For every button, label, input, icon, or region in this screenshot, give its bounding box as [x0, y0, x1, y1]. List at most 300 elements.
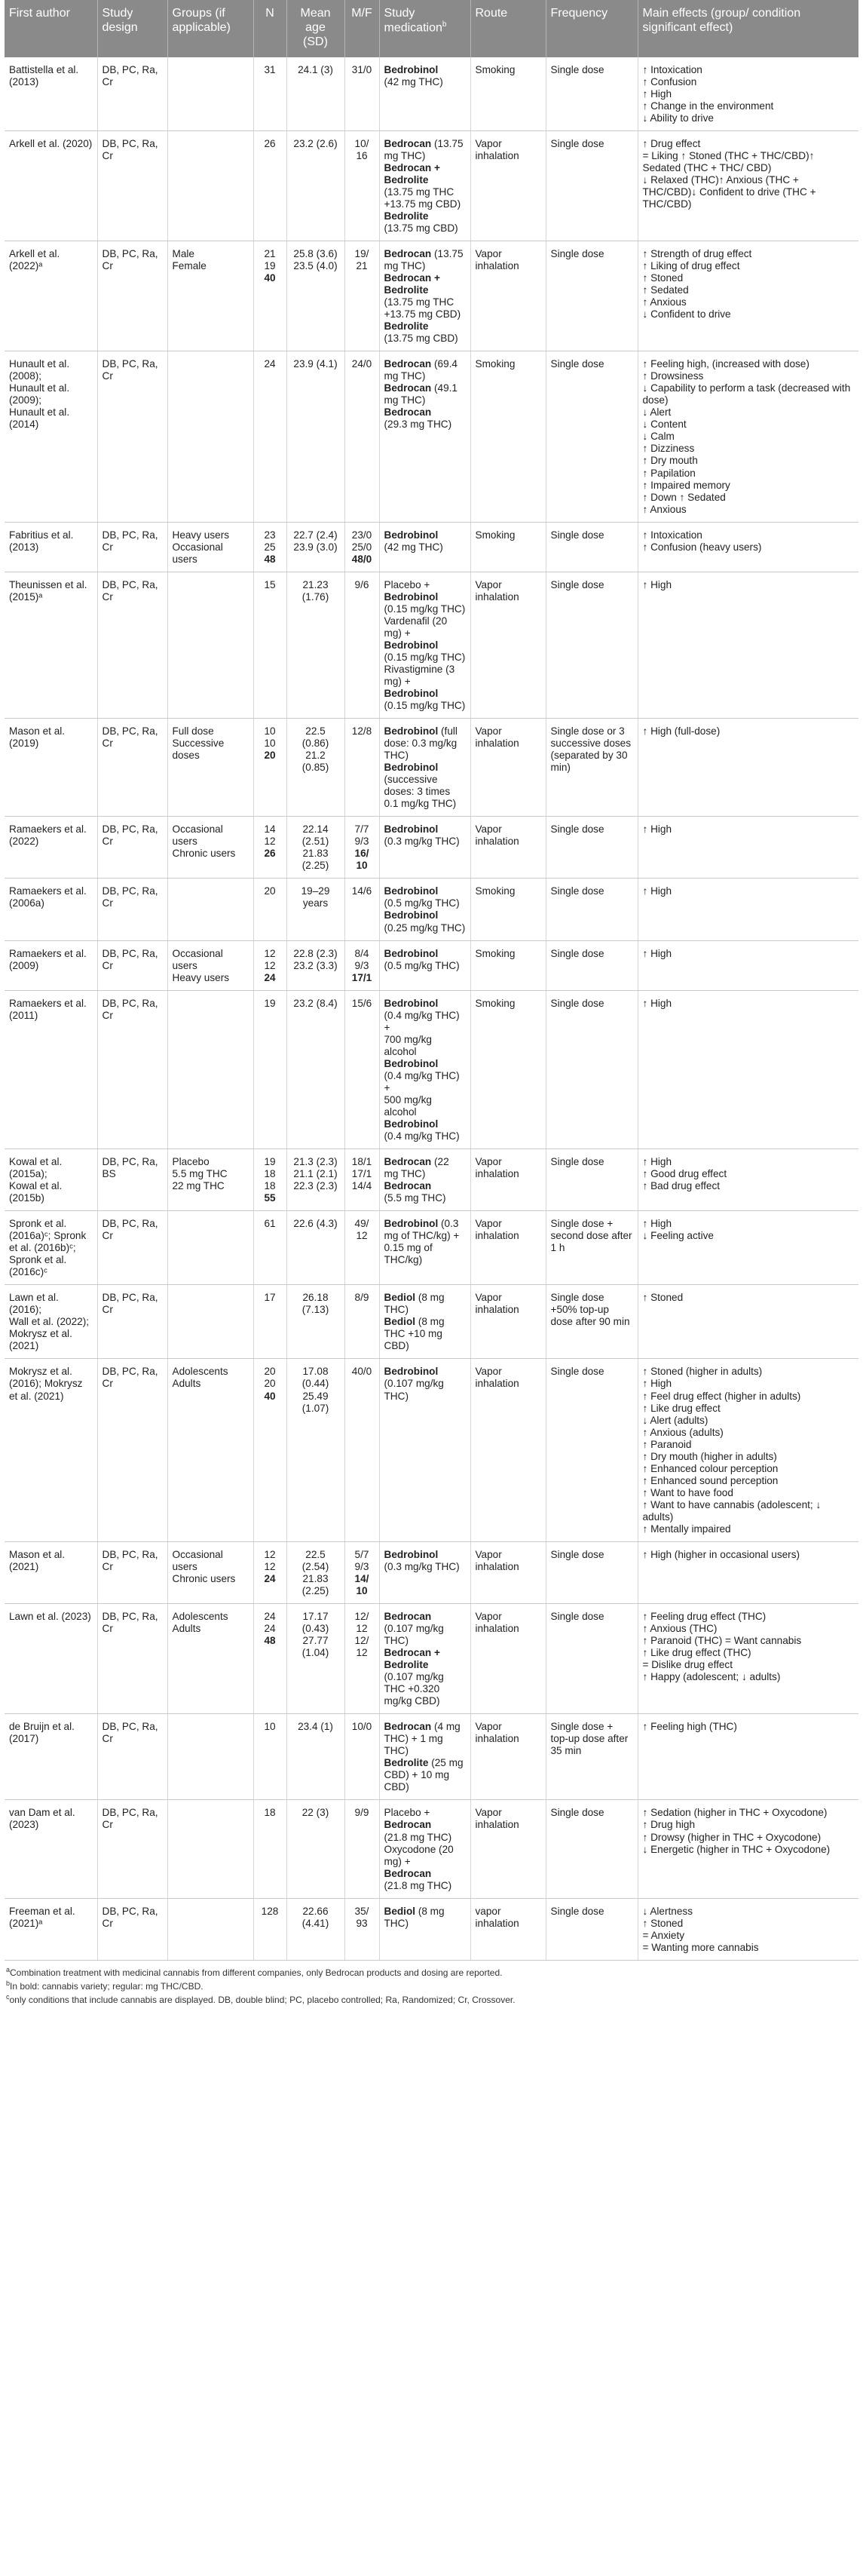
n-cell: [253, 1800, 286, 1898]
age-cell: [286, 1359, 344, 1541]
footnote-text: only conditions that include cannabis are displayed. DB, double blind; PC, placebo controlled; Ra, Randomized; Cr, Crossover.: [9, 1995, 516, 2006]
cannabis-variety: Bedrocan: [384, 1156, 432, 1167]
effects-text: ↑ Happy (adolescent; ↓ adults): [642, 1671, 781, 1683]
design-text: DB, PC, Ra, BS: [102, 1156, 158, 1180]
dose-text: (0.4 mg/kg THC) +: [384, 1009, 460, 1033]
route-text: Vapor inhalation: [475, 1156, 519, 1180]
cannabis-variety: Bedrobinol: [384, 997, 439, 1009]
table-row: [5, 719, 858, 817]
n-text: 23: [264, 529, 276, 541]
n-text: 20: [264, 1366, 276, 1378]
medication-cell: [379, 130, 470, 241]
medication-cell: [379, 940, 470, 990]
age-cell: [286, 990, 344, 1148]
medication-line: [384, 406, 466, 419]
effects-text: ↑ Sedation (higher in THC + Oxycodone): [642, 1807, 828, 1819]
medication-line: [384, 960, 466, 972]
dose-text: (5.5 mg THC): [384, 1192, 446, 1204]
frequency-text: Single dose + second dose after 1 h: [550, 1218, 632, 1254]
author-cell: [5, 57, 97, 131]
medication-line: [384, 1366, 466, 1378]
groups-cell: [167, 522, 253, 572]
groups-cell: [167, 351, 253, 522]
design-cell: [97, 817, 167, 879]
frequency-cell: [546, 57, 638, 131]
table-header: [5, 0, 858, 57]
groups-cell: [167, 57, 253, 131]
cannabis-variety: Bedrobinol: [384, 1118, 439, 1130]
dose-text: (0.5 mg/kg THC): [384, 959, 460, 971]
frequency-cell: [546, 351, 638, 522]
author-cell: [5, 1211, 97, 1285]
table-row: [5, 241, 858, 351]
mf-text: 21: [356, 260, 368, 271]
table-row: [5, 130, 858, 241]
effects-text: ↑ Strength of drug effect: [642, 247, 752, 259]
effects-cell: [638, 241, 858, 351]
age-text: 22 (3): [301, 1807, 329, 1819]
frequency-cell: [546, 1714, 638, 1800]
effects-text: ↑ High: [642, 823, 672, 836]
design-text: DB, PC, Ra, Cr: [102, 578, 158, 603]
groups-text: Heavy users: [172, 529, 230, 541]
route-text: Vapor inhalation: [475, 1611, 519, 1635]
cannabis-variety: Bedrocan + Bedrolite: [384, 1647, 440, 1671]
effects-text: ↑ Dry mouth: [642, 455, 698, 467]
design-cell: [97, 990, 167, 1148]
medication-line: [384, 529, 466, 541]
effects-cell: [638, 1359, 858, 1541]
groups-text: Occasional users: [172, 947, 223, 971]
route-text: Vapor inhalation: [475, 823, 519, 848]
n-text: 26: [264, 137, 276, 149]
dose-text: Placebo +: [384, 1807, 430, 1819]
effects-text: ↓ Capability to perform a task (decreased with dose): [642, 382, 851, 406]
cannabis-variety: Bedrobinol: [384, 590, 439, 603]
medication-line: [384, 1192, 466, 1204]
design-cell: [97, 1149, 167, 1211]
mf-text: 12: [356, 1230, 368, 1242]
age-text: 17.17 (0.43): [301, 1611, 329, 1635]
cannabis-variety: Bedrocan: [384, 247, 432, 259]
mf-cell: [344, 130, 379, 241]
medication-line: [384, 909, 466, 922]
age-text: 19–29 years: [301, 885, 330, 909]
mf-text: 9/3: [354, 959, 369, 971]
route-cell: [470, 1149, 546, 1211]
mf-text: 9/3: [354, 836, 369, 848]
effects-cell: [638, 1800, 858, 1898]
medication-line: [384, 1130, 466, 1142]
groups-text: Occasional users: [172, 1548, 223, 1572]
effects-text: ↑ Anxious: [642, 296, 687, 308]
age-text: 22.6 (4.3): [293, 1218, 338, 1230]
medication-line: [384, 762, 466, 774]
mf-cell: [344, 522, 379, 572]
medication-cell: [379, 990, 470, 1148]
cannabis-variety: Bedrobinol: [384, 947, 439, 959]
medication-line: [384, 320, 466, 333]
n-text: 24: [264, 358, 276, 370]
medication-line: [384, 358, 466, 382]
effects-text: ↑ Want to have cannabis (adolescent; ↓ adults): [642, 1498, 822, 1523]
medication-cell: [379, 522, 470, 572]
design-text: DB, PC, Ra, Cr: [102, 725, 158, 750]
dose-text: (8 mg THC +10 mg CBD): [384, 1316, 445, 1352]
age-text: 22.14 (2.51): [301, 823, 329, 848]
design-cell: [97, 130, 167, 241]
effects-text: ↑ Papilation: [642, 467, 696, 479]
frequency-text: Single dose: [550, 885, 604, 897]
route-text: Vapor inhalation: [475, 1218, 519, 1242]
mf-cell: [344, 940, 379, 990]
design-text: DB, PC, Ra, Cr: [102, 358, 158, 382]
frequency-text: Single dose: [550, 529, 604, 541]
medication-line: [384, 1906, 466, 1930]
medication-cell: [379, 817, 470, 879]
table-row: [5, 1149, 858, 1211]
cannabis-variety: Bedrolite: [384, 1757, 429, 1769]
n-text: 18: [264, 1168, 276, 1180]
effects-text: ↓ Alertness: [642, 1905, 693, 1917]
medication-line: [384, 998, 466, 1010]
author-text: Ramaekers et al. (2011): [9, 997, 87, 1021]
cannabis-variety: Bedrobinol: [384, 885, 439, 897]
dose-text: (0.107 mg/kg THC): [384, 1378, 444, 1402]
medication-line: [384, 1647, 466, 1671]
design-cell: [97, 1800, 167, 1898]
author-text: Freeman et al. (2021)ᵃ: [9, 1905, 75, 1929]
groups-text: Female: [172, 260, 207, 271]
medication-line: [384, 700, 466, 712]
cannabis-variety: Bedrocan + Bedrolite: [384, 161, 440, 186]
mf-cell: [344, 1285, 379, 1359]
effects-text: ↑ High: [642, 1156, 672, 1167]
n-cell: [253, 572, 286, 718]
author-cell: [5, 879, 97, 940]
table-row: [5, 990, 858, 1148]
medication-line: [384, 652, 466, 664]
route-cell: [470, 817, 546, 879]
n-text: 18: [264, 1807, 276, 1819]
groups-cell: [167, 1898, 253, 1960]
effects-text: ↑ Stoned: [642, 1292, 684, 1304]
medication-line: [384, 1378, 466, 1402]
frequency-text: Single dose: [550, 1807, 604, 1819]
effects-text: ↑ High: [642, 997, 672, 1009]
age-cell: [286, 572, 344, 718]
groups-text: Heavy users: [172, 971, 230, 983]
design-text: DB, PC, Ra, Cr: [102, 1548, 158, 1572]
medication-cell: [379, 572, 470, 718]
route-text: Vapor inhalation: [475, 137, 519, 161]
medication-line: [384, 823, 466, 836]
effects-text: ↓ Energetic (higher in THC + Oxycodone): [642, 1843, 831, 1855]
frequency-cell: [546, 1800, 638, 1898]
effects-text: ↓ Alert: [642, 406, 672, 419]
effects-cell: [638, 1211, 858, 1285]
age-text: 22.5 (0.86): [301, 725, 329, 750]
n-cell: [253, 879, 286, 940]
frequency-text: Single dose: [550, 947, 604, 959]
route-cell: [470, 719, 546, 817]
n-cell: [253, 940, 286, 990]
design-text: DB, PC, Ra, Cr: [102, 1292, 158, 1316]
effects-text: ↑ Sedated: [642, 284, 689, 296]
mf-text: 12: [356, 1647, 368, 1659]
effects-text: ↑ Anxious: [642, 503, 687, 515]
n-text: 128: [261, 1905, 279, 1917]
author-cell: [5, 719, 97, 817]
n-text: 55: [264, 1192, 276, 1204]
groups-text: Male: [172, 247, 194, 259]
route-text: Vapor inhalation: [475, 1721, 519, 1745]
n-cell: [253, 1604, 286, 1714]
medication-cell: [379, 57, 470, 131]
age-text: 25.8 (3.6): [293, 247, 338, 259]
frequency-text: Single dose: [550, 137, 604, 149]
effects-text: = Dislike drug effect: [642, 1659, 733, 1671]
table-row: [5, 1800, 858, 1898]
medication-cell: [379, 351, 470, 522]
column-header: M/F: [344, 0, 379, 57]
medication-line: [384, 272, 466, 296]
mf-text: 10/0: [351, 1721, 372, 1733]
medication-line: [384, 922, 466, 934]
cannabis-variety: Bedrocan: [384, 382, 432, 394]
design-text: DB, PC, Ra, Cr: [102, 1611, 158, 1635]
design-cell: [97, 879, 167, 940]
cannabis-variety: Bedrocan: [384, 358, 432, 370]
mf-text: 9/9: [354, 1807, 369, 1819]
route-cell: [470, 879, 546, 940]
route-text: Smoking: [475, 997, 516, 1009]
design-cell: [97, 940, 167, 990]
cannabis-variety: Bedrobinol: [384, 1218, 439, 1230]
medication-line: [384, 897, 466, 909]
medication-line: [384, 1156, 466, 1180]
medication-line: [384, 1010, 466, 1034]
n-text: 25: [264, 541, 276, 553]
mf-cell: [344, 1149, 379, 1211]
n-text: 20: [264, 1378, 276, 1390]
n-text: 26: [264, 848, 276, 860]
footnote-text: Combination treatment with medicinal cannabis from different companies, only Bedrocan products and dosing are reported.: [10, 1967, 503, 1978]
age-cell: [286, 241, 344, 351]
author-text: Theunissen et al. (2015)ᵃ: [9, 578, 87, 603]
mf-text: 93: [356, 1917, 368, 1929]
medication-line: [384, 382, 466, 406]
frequency-cell: [546, 990, 638, 1148]
mf-text: 9/3: [354, 1560, 369, 1572]
n-text: 12: [264, 1548, 276, 1560]
dose-text: Oxycodone (20 mg) +: [384, 1843, 454, 1867]
age-cell: [286, 1604, 344, 1714]
medication-line: [384, 1623, 466, 1647]
groups-cell: [167, 940, 253, 990]
mf-cell: [344, 1714, 379, 1800]
frequency-text: Single dose: [550, 1611, 604, 1622]
medication-line: [384, 1757, 466, 1793]
dose-text: (8 mg THC): [384, 1292, 445, 1316]
cannabis-variety: Bedrocan: [384, 137, 432, 149]
mf-text: 12/: [354, 1635, 369, 1647]
design-cell: [97, 1714, 167, 1800]
effects-text: ↑ High (full-dose): [642, 725, 721, 738]
footnotes: [5, 1961, 858, 2007]
n-cell: [253, 522, 286, 572]
n-text: 10: [264, 725, 276, 738]
medication-line: [384, 798, 466, 810]
design-text: DB, PC, Ra, Cr: [102, 997, 158, 1021]
route-cell: [470, 990, 546, 1148]
mf-text: 14/6: [351, 885, 372, 897]
n-text: 12: [264, 1560, 276, 1572]
cannabis-variety: Bediol: [384, 1905, 416, 1917]
age-cell: [286, 351, 344, 522]
design-cell: [97, 241, 167, 351]
groups-cell: [167, 817, 253, 879]
mf-text: 14/4: [351, 1180, 372, 1192]
groups-cell: [167, 1714, 253, 1800]
dose-text: Placebo +: [384, 578, 430, 590]
author-text: Arkell et al. (2022)ᵃ: [9, 247, 60, 271]
medication-line: [384, 138, 466, 162]
cannabis-variety: Bedrobinol: [384, 639, 439, 651]
n-cell: [253, 1211, 286, 1285]
mf-cell: [344, 241, 379, 351]
groups-text: Adolescents: [172, 1366, 228, 1378]
n-text: 20: [264, 885, 276, 897]
groups-text: Successive doses: [172, 738, 225, 762]
route-cell: [470, 57, 546, 131]
groups-text: Occasional users: [172, 541, 223, 565]
cannabis-variety: Bediol: [384, 1316, 416, 1328]
n-text: 31: [264, 63, 276, 75]
frequency-text: Single dose: [550, 1366, 604, 1378]
medication-line: [384, 64, 466, 76]
age-text: 21.83 (2.25): [301, 848, 329, 872]
cannabis-variety: Bedrolite: [384, 210, 429, 222]
route-text: Vapor inhalation: [475, 1807, 519, 1831]
mf-cell: [344, 1800, 379, 1898]
route-cell: [470, 572, 546, 718]
groups-text: Chronic users: [172, 1572, 236, 1584]
frequency-text: Single dose: [550, 247, 604, 259]
groups-cell: [167, 1285, 253, 1359]
mf-text: 7/7: [354, 823, 369, 836]
author-text: van Dam et al. (2023): [9, 1807, 75, 1831]
groups-text: Adolescents: [172, 1611, 228, 1622]
design-cell: [97, 1604, 167, 1714]
effects-text: ↑ Intoxication: [642, 63, 702, 75]
table-row: [5, 1714, 858, 1800]
dose-text: (0.15 mg/kg THC): [384, 603, 466, 615]
cannabis-variety: Bedrocan: [384, 406, 432, 419]
design-cell: [97, 1211, 167, 1285]
age-cell: [286, 1800, 344, 1898]
medication-line: [384, 1180, 466, 1192]
age-text: 27.77 (1.04): [301, 1635, 329, 1659]
frequency-cell: [546, 522, 638, 572]
medication-line: [384, 248, 466, 272]
medication-line: [384, 1611, 466, 1623]
mf-cell: [344, 817, 379, 879]
cannabis-variety: Bedrolite: [384, 320, 429, 333]
effects-text: ↑ Dizziness: [642, 443, 695, 455]
frequency-cell: [546, 1149, 638, 1211]
age-cell: [286, 1898, 344, 1960]
effects-text: ↑ Change in the environment: [642, 100, 774, 112]
effects-cell: [638, 351, 858, 522]
effects-cell: [638, 990, 858, 1148]
column-header: Mean age (SD): [286, 0, 344, 57]
age-text: 24.1 (3): [298, 63, 333, 75]
design-cell: [97, 351, 167, 522]
age-text: 21.3 (2.3): [293, 1156, 338, 1167]
effects-text: ↑ Mentally impaired: [642, 1523, 731, 1535]
medication-line: [384, 1561, 466, 1573]
author-cell: [5, 1149, 97, 1211]
n-text: 24: [264, 1572, 276, 1584]
medication-line: [384, 210, 466, 222]
cannabis-variety: Bedrobinol: [384, 1548, 439, 1560]
n-text: 24: [264, 1611, 276, 1622]
age-text: 21.2 (0.85): [301, 750, 329, 774]
author-text: Ramaekers et al. (2006a): [9, 885, 87, 909]
design-cell: [97, 1359, 167, 1541]
cannabis-variety: Bedrocan: [384, 1180, 432, 1192]
route-cell: [470, 241, 546, 351]
age-text: 21.83 (2.25): [301, 1572, 329, 1596]
mf-cell: [344, 719, 379, 817]
mf-cell: [344, 990, 379, 1148]
medication-line: [384, 1070, 466, 1094]
n-cell: [253, 57, 286, 131]
n-cell: [253, 1898, 286, 1960]
dose-text: (13.75 mg CBD): [384, 333, 458, 345]
frequency-cell: [546, 1285, 638, 1359]
effects-text: ↑ High: [642, 947, 672, 959]
dose-text: (0.4 mg/kg THC): [384, 1130, 460, 1142]
cannabis-variety: Bedrocan: [384, 1867, 432, 1879]
effects-text: = Anxiety: [642, 1929, 685, 1941]
age-cell: [286, 522, 344, 572]
footnote-marker: c: [6, 1993, 10, 2001]
author-text: Ramaekers et al. (2022): [9, 823, 87, 848]
mf-text: 49/: [354, 1218, 369, 1230]
frequency-cell: [546, 572, 638, 718]
frequency-cell: [546, 879, 638, 940]
n-text: 12: [264, 947, 276, 959]
frequency-cell: [546, 1541, 638, 1603]
author-cell: [5, 1714, 97, 1800]
column-header: Study medication$^b$: [379, 0, 470, 57]
dose-text: Rivastigmine (3 mg) +: [384, 663, 455, 687]
table-row: [5, 1898, 858, 1960]
effects-cell: [638, 1714, 858, 1800]
effects-text: ↑ Dry mouth (higher in adults): [642, 1450, 777, 1462]
age-text: 22.8 (2.3): [293, 947, 338, 959]
effects-cell: [638, 1149, 858, 1211]
table-row: [5, 522, 858, 572]
effects-text: ↑ Drug high: [642, 1819, 696, 1831]
age-text: 23.2 (2.6): [293, 137, 338, 149]
groups-text: 22 mg THC: [172, 1180, 225, 1192]
mf-text: 35/: [354, 1905, 369, 1917]
age-text: 22.3 (2.3): [293, 1180, 338, 1192]
n-cell: [253, 817, 286, 879]
